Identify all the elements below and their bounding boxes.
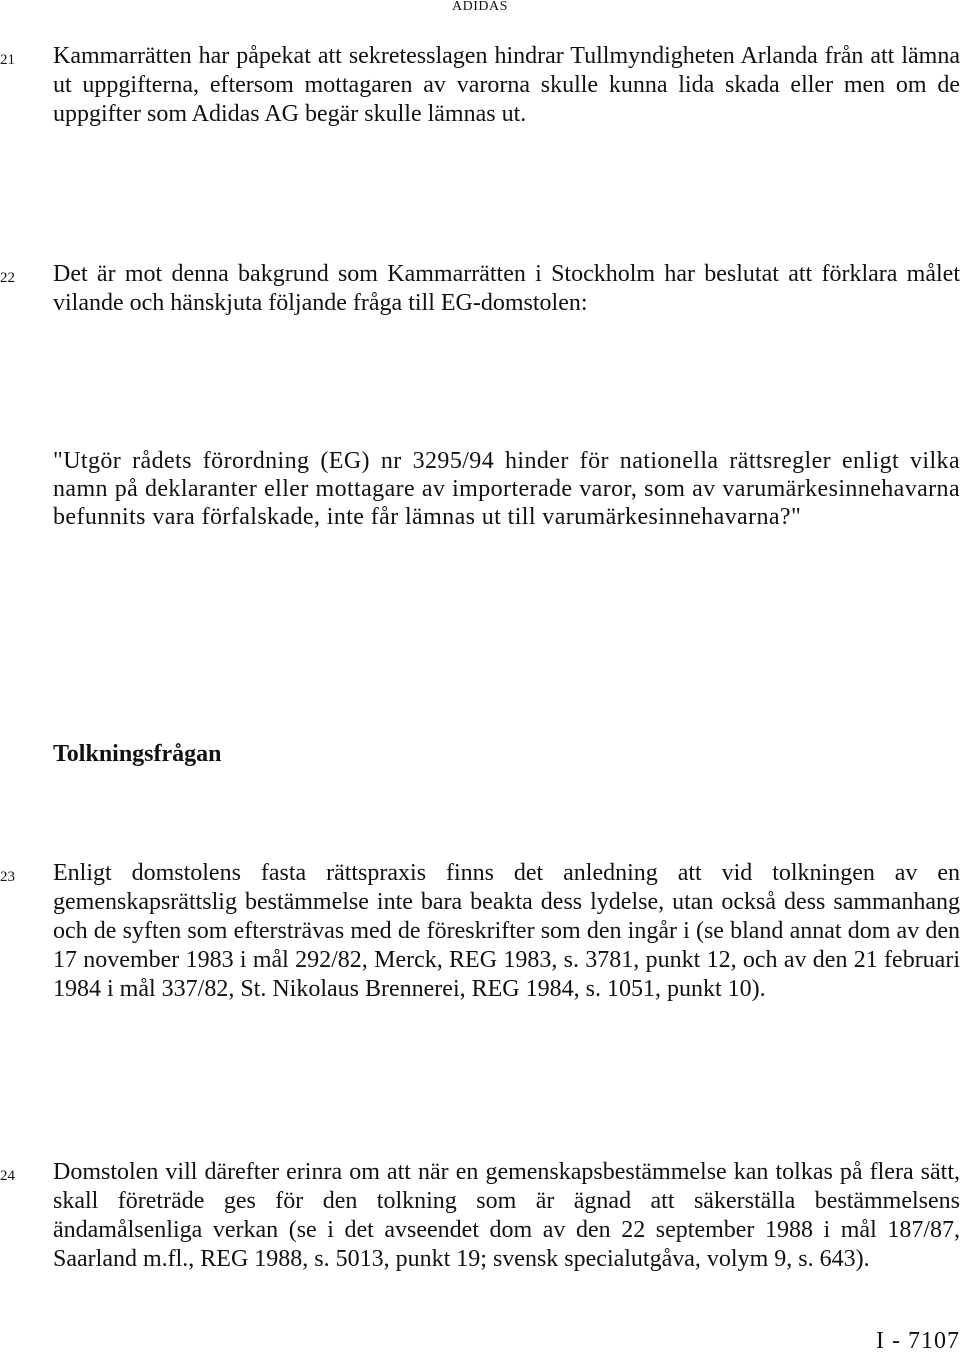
- paragraph-24-text: Domstolen vill därefter erinra om att när en gemenskapsbestämmelse kan tolkas på flera sätt, skall företräde ges för den tolkning som är ägnad att säkerställa bestämmelsens ändamålsenliga verkan (se i det avseendet dom av den 22 september 1988 i mål 187/87, Saarland m.fl., REG 1988, s. 5013, punkt 19; svensk specialutgåva, volym 9, s. 643).: [53, 1159, 960, 1272]
- referred-question: "Utgör rådets förordning (EG) nr 3295/94 hinder för nationella rättsregler enligt vilka namn på deklaranter eller mottagare av importerade varor, som av varumärkesinnehavarna befunnits vara förfalskade, inte får lämnas ut till varumärkesinnehavarna?": [53, 448, 960, 530]
- paragraph-23-text: Enligt domstolens fasta rättspraxis finns det anledning att vid tolkningen av en gemenskapsrättslig bestämmelse inte bara beakta dess lydelse, utan också dess sammanhang och de syften som eftersträvas med de föreskrifter som den ingår i (se bland annat dom av den 17 november 1983 i mål 292/82, Merck, REG 1983, s. 3781, punkt 12, och av den 21 februari 1984 i mål 337/82, St. Nikolaus Brennerei, REG 1984, s. 1051, punkt 10).: [53, 860, 960, 1002]
- paragraph-number-24: 24: [0, 1168, 15, 1184]
- section-heading: Tolkningsfrågan: [53, 741, 222, 767]
- paragraph-number-21: 21: [0, 52, 15, 68]
- paragraph-number-23: 23: [0, 869, 15, 885]
- paragraph-21-text: Kammarrätten har påpekat att sekretesslagen hindrar Tullmyndigheten Arlanda från att lämna ut uppgifterna, eftersom mottagaren av varorna skulle kunna lida skada eller men om de uppgifter som Adidas AG begär skulle lämnas ut.: [53, 43, 960, 127]
- paragraph-22-text: Det är mot denna bakgrund som Kammarrätten i Stockholm har beslutat att förklara målet vilande och hänskjuta följande fråga till EG-domstolen:: [53, 261, 960, 316]
- page-number: I - 7107: [876, 1328, 960, 1354]
- paragraph-number-22: 22: [0, 270, 15, 286]
- running-header: ADIDAS: [452, 0, 508, 14]
